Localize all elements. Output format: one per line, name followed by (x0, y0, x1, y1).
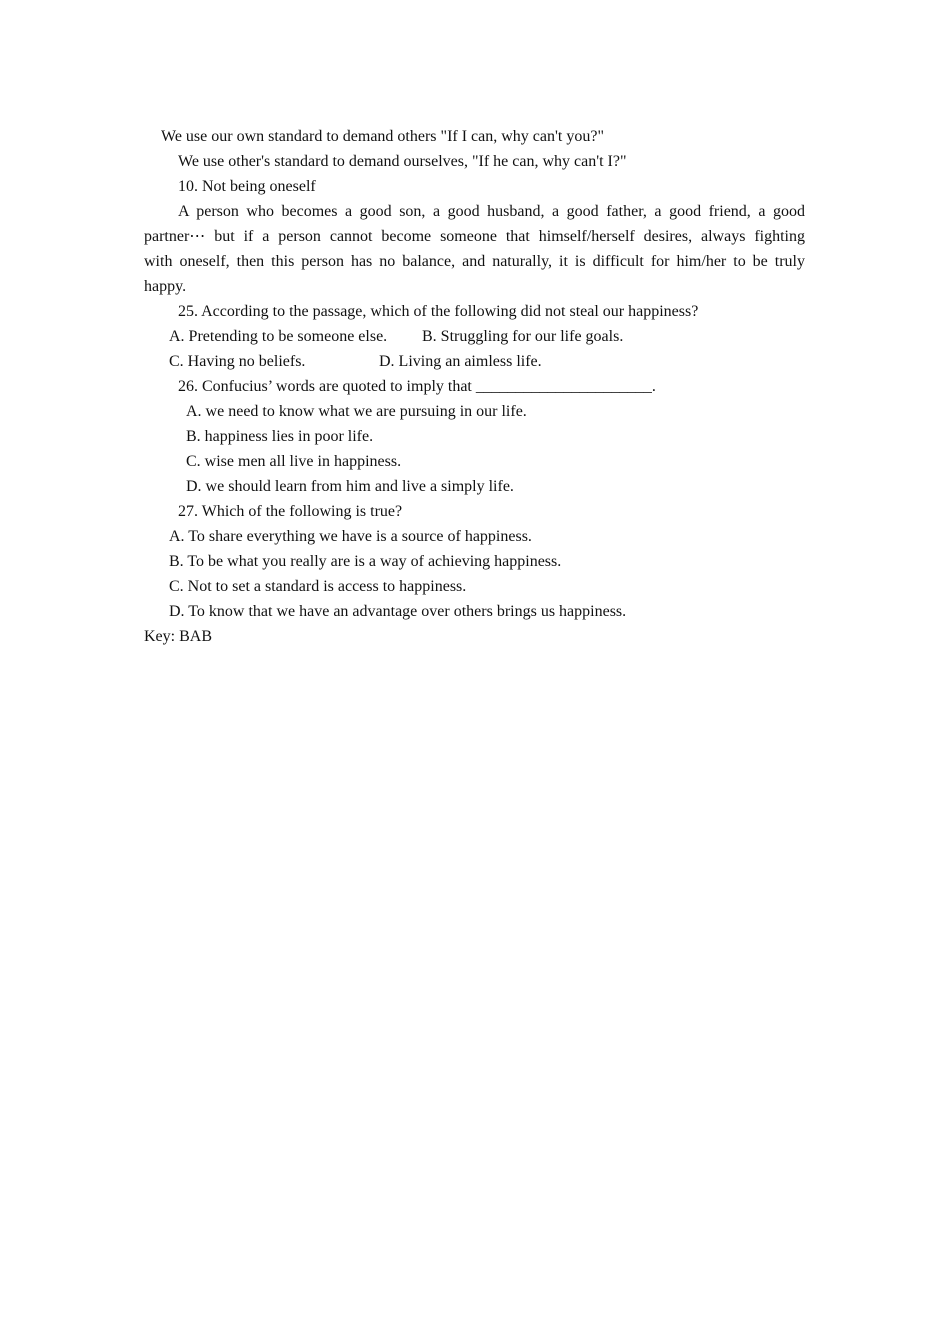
question-25-option-d: D. Living an aimless life. (379, 353, 542, 370)
paragraph-line-1: A person who becomes a good son, a good husband, a good father, a good friend, a good (178, 203, 805, 220)
question-25-option-b: B. Struggling for our life goals. (422, 328, 624, 345)
section-heading-not-being-oneself: 10. Not being oneself (178, 178, 316, 195)
question-27-option-c: C. Not to set a standard is access to happiness. (169, 578, 467, 595)
question-27-option-b: B. To be what you really are is a way of achieving happiness. (169, 553, 562, 570)
question-25-options-ab (144, 324, 805, 349)
question-27-option-d: D. To know that we have an advantage over others brings us happiness. (169, 603, 627, 620)
question-26-option-c: C. wise men all live in happiness. (186, 453, 402, 470)
answer-key: Key: BAB (144, 628, 212, 645)
text-line-standard-ourselves: We use other's standard to demand ourselves, "If he can, why can't I?" (178, 153, 627, 170)
document-page (144, 124, 805, 649)
paragraph-line-3: with oneself, then this person has no balance, and naturally, it is difficult for him/her to be truly (144, 253, 805, 270)
question-26-option-a: A. we need to know what we are pursuing in our life. (186, 403, 527, 420)
paragraph-line-4: happy. (144, 278, 187, 295)
question-25-option-c: C. Having no beliefs. (169, 353, 306, 370)
paragraph-line-2: partner⋯ but if a person cannot become someone that himself/herself desires, always fighting (144, 228, 805, 245)
text-line-standard-others: We use our own standard to demand others "If I can, why can't you?" (161, 128, 604, 145)
question-26-option-b: B. happiness lies in poor life. (186, 428, 374, 445)
question-26-option-d: D. we should learn from him and live a simply life. (186, 478, 514, 495)
question-25-stem: 25. According to the passage, which of the following did not steal our happiness? (178, 303, 699, 320)
question-27-option-a: A. To share everything we have is a source of happiness. (169, 528, 532, 545)
question-25-options-cd (144, 349, 805, 374)
question-26-stem: 26. Confucius’ words are quoted to imply that ______________________. (178, 378, 656, 395)
question-25-option-a: A. Pretending to be someone else. (169, 328, 388, 345)
question-27-stem: 27. Which of the following is true? (178, 503, 403, 520)
